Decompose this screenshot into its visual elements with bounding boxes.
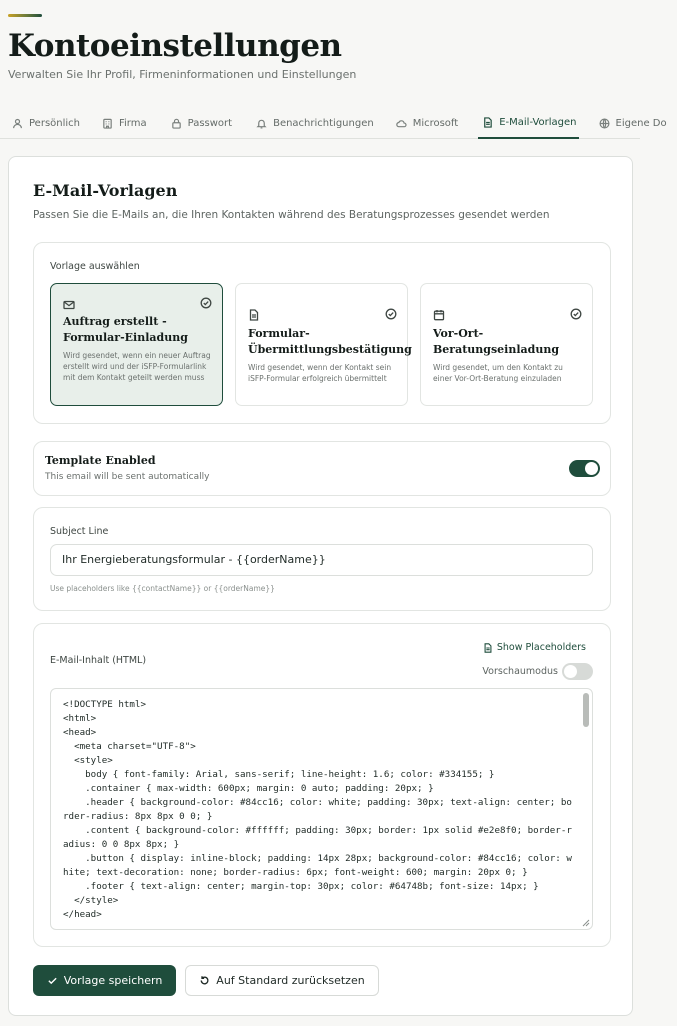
page-subtitle: Verwalten Sie Ihr Profil, Firmeninformationen und Einstellungen: [8, 68, 357, 81]
subject-hint: Use placeholders like {{contactName}} or {{orderName}}: [50, 584, 275, 593]
check-circle-icon: [570, 305, 582, 317]
reset-label: Auf Standard zurücksetzen: [216, 974, 365, 987]
template-card-title: Vor-Ort-Beratungseinladung: [433, 327, 560, 356]
template-card-form-confirmation[interactable]: [235, 283, 412, 406]
mail-icon: [63, 296, 75, 308]
preview-mode-toggle[interactable]: [562, 663, 593, 680]
template-enabled-title: Template Enabled: [45, 454, 156, 467]
email-body-panel: [33, 623, 611, 947]
reset-default-button[interactable]: [185, 965, 379, 996]
template-enabled-panel: [33, 441, 611, 496]
tab-password[interactable]: [157, 108, 242, 138]
subject-panel: [33, 507, 611, 611]
tab-notifications[interactable]: [242, 108, 384, 138]
resize-handle-icon[interactable]: [582, 919, 590, 927]
tab-label: Passwort: [187, 117, 233, 129]
email-body-label: E-Mail-Inhalt (HTML): [50, 655, 147, 666]
template-enabled-toggle[interactable]: [569, 460, 600, 477]
cloud-icon: [396, 118, 407, 129]
tab-label: Firma: [119, 117, 147, 129]
scrollbar-thumb[interactable]: [583, 693, 589, 727]
tab-label: Eigene Do: [615, 117, 667, 129]
toggle-knob: [564, 665, 577, 678]
globe-icon: [599, 118, 610, 129]
template-card-title: Auftrag erstellt - Formular-Einladung: [63, 315, 188, 344]
email-templates-card: [8, 156, 633, 1016]
template-card-description: Wird gesendet, wenn ein neuer Auftrag erstellt wird und der iSFP-Formularlink mit dem Kontakt geteilt werden muss: [63, 351, 211, 382]
section-description: Passen Sie die E-Mails an, die Ihren Kontakten während des Beratungsprozesses gesendet werden: [33, 209, 550, 221]
template-enabled-description: This email will be sent automatically: [45, 472, 210, 482]
template-card-description: Wird gesendet, wenn der Kontakt sein iSFP-Formular erfolgreich übermittelt: [248, 363, 392, 383]
save-template-button[interactable]: [33, 965, 176, 996]
show-placeholders-button[interactable]: [483, 642, 586, 653]
template-card-title: Formular-Übermittlungsbestätigung: [248, 327, 412, 356]
file-icon: [248, 306, 260, 318]
building-icon: [102, 118, 113, 129]
tab-label: Microsoft: [412, 117, 459, 129]
accent-bar: [8, 14, 42, 17]
html-editor[interactable]: [50, 688, 593, 930]
template-card-description: Wird gesendet, um den Kontakt zu einer Vor-Ort-Beratung einzuladen: [433, 363, 563, 383]
bell-icon: [256, 118, 267, 129]
tab-personal[interactable]: [0, 108, 90, 138]
tab-label: E-Mail-Vorlagen: [499, 117, 577, 128]
check-circle-icon: [385, 305, 397, 317]
select-template-label: Vorlage auswählen: [50, 261, 140, 272]
tab-microsoft[interactable]: [384, 108, 469, 138]
user-icon: [12, 118, 23, 129]
show-placeholders-label: Show Placeholders: [496, 642, 586, 653]
check-circle-icon: [200, 294, 212, 306]
document-icon: [483, 643, 493, 653]
calendar-icon: [433, 306, 445, 318]
tab-label: Persönlich: [29, 117, 80, 129]
save-label: Vorlage speichern: [63, 974, 163, 987]
document-icon: [482, 117, 493, 128]
template-card-order-created[interactable]: [50, 283, 223, 406]
html-code: <!DOCTYPE html> <html> <head> <meta charset="UTF-8"> <style> body { font-family: Arial, sans-serif; line-height: 1.6; color: #334155; } .container { max-width: 600px; margin: 0 auto; padding: 20px; } .header { background-color: #84cc16; color: white; padding: 30px; text-align: center; border-radius: 8px 8px 0 0; } .content { background-color: #ffffff; padding: 30px; border: 1px solid #e2e8f0; border-radius: 0 0 8px 8px; } .button { display: inline-block; padding: 14px 28px; background-color: #84cc16; color: white; text-decoration: none; border-radius: 6px; font-weight: 600; margin: 20px 0; } .footer { text-align: center; margin-top: 30px; color: #64748b; font-size: 14px; } </style> </head>: [63, 699, 572, 920]
reset-icon: [199, 975, 210, 986]
page-title: Kontoeinstellungen: [8, 28, 342, 64]
settings-tabs: [0, 108, 667, 139]
tab-company[interactable]: [90, 108, 157, 138]
subject-input[interactable]: Ihr Energieberatungsformular - {{orderName}}: [50, 544, 593, 576]
lock-icon: [171, 118, 182, 129]
tab-custom-domain[interactable]: [579, 108, 677, 138]
preview-mode-label: Vorschaumodus: [482, 666, 558, 677]
template-selector: [33, 242, 611, 424]
section-title: E-Mail-Vorlagen: [33, 181, 178, 200]
template-card-onsite-invitation[interactable]: [420, 283, 593, 406]
check-icon: [47, 975, 58, 986]
tab-label: Benachrichtigungen: [273, 117, 374, 129]
tab-email-templates[interactable]: [478, 108, 578, 139]
toggle-knob: [585, 462, 598, 475]
subject-label: Subject Line: [50, 526, 109, 537]
